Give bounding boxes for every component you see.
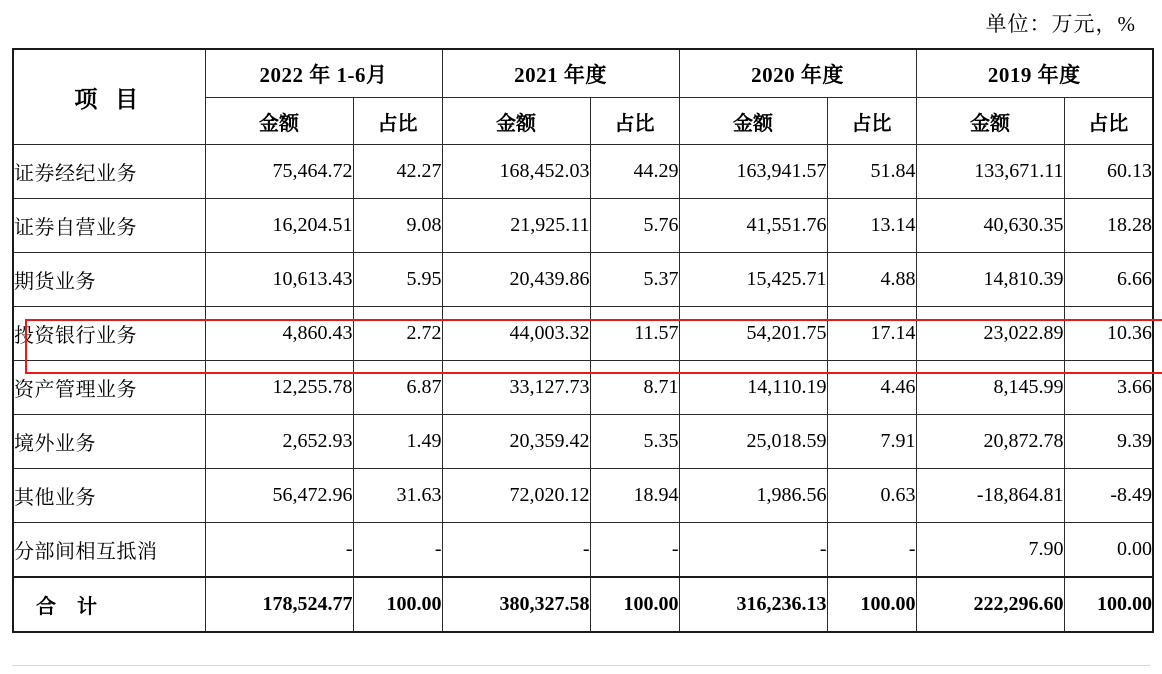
cell-value: 20,439.86 [442, 253, 590, 307]
cell-value: 20,872.78 [916, 415, 1064, 469]
cell-value: 31.63 [353, 469, 442, 523]
cell-value: 18.94 [590, 469, 679, 523]
cell-value: - [353, 523, 442, 578]
row-label: 境外业务 [13, 415, 205, 469]
row-label: 证券自营业务 [13, 199, 205, 253]
cell-value: 4,860.43 [205, 307, 353, 361]
cell-value: 41,551.76 [679, 199, 827, 253]
cell-value: 51.84 [827, 145, 916, 199]
cell-value: 7.91 [827, 415, 916, 469]
cell-value: 13.14 [827, 199, 916, 253]
cell-value: 75,464.72 [205, 145, 353, 199]
cell-value-total: 100.00 [827, 577, 916, 632]
cell-value: 72,020.12 [442, 469, 590, 523]
cell-value: 5.37 [590, 253, 679, 307]
cell-value: 15,425.71 [679, 253, 827, 307]
cell-value-total: 178,524.77 [205, 577, 353, 632]
cell-value-total: 100.00 [353, 577, 442, 632]
cell-value: 6.66 [1064, 253, 1153, 307]
cell-value-total: 100.00 [590, 577, 679, 632]
cell-value: 44,003.32 [442, 307, 590, 361]
table-row [13, 523, 1153, 578]
cell-value: 18.28 [1064, 199, 1153, 253]
cell-value: 10.36 [1064, 307, 1153, 361]
cell-value: 17.14 [827, 307, 916, 361]
cell-value: 33,127.73 [442, 361, 590, 415]
cell-value: -18,864.81 [916, 469, 1064, 523]
cell-value: 4.88 [827, 253, 916, 307]
cell-value: 7.90 [916, 523, 1064, 578]
cell-value: - [679, 523, 827, 578]
cell-value: 25,018.59 [679, 415, 827, 469]
header-item: 项 目 [13, 49, 205, 145]
row-label-total: 合 计 [13, 577, 205, 632]
header-year-2021: 2021 年度 [442, 49, 679, 98]
cell-value-total: 100.00 [1064, 577, 1153, 632]
cell-value: 14,110.19 [679, 361, 827, 415]
cell-value-total: 316,236.13 [679, 577, 827, 632]
segment-revenue-table [12, 48, 1154, 633]
cell-value-total: 222,296.60 [916, 577, 1064, 632]
cell-value: 14,810.39 [916, 253, 1064, 307]
cell-value: 9.39 [1064, 415, 1153, 469]
row-label: 分部间相互抵消 [13, 523, 205, 578]
table-row-highlighted [13, 307, 1153, 361]
cell-value: 4.46 [827, 361, 916, 415]
header-year-2020: 2020 年度 [679, 49, 916, 98]
header-amount-2019: 金额 [916, 98, 1064, 145]
cell-value: 163,941.57 [679, 145, 827, 199]
cell-value: - [442, 523, 590, 578]
page-divider [12, 665, 1150, 666]
header-amount-2021: 金额 [442, 98, 590, 145]
cell-value: 12,255.78 [205, 361, 353, 415]
cell-value: 1.49 [353, 415, 442, 469]
header-amount-2022: 金额 [205, 98, 353, 145]
cell-value: 23,022.89 [916, 307, 1064, 361]
cell-value: 10,613.43 [205, 253, 353, 307]
cell-value-total: 380,327.58 [442, 577, 590, 632]
row-label: 其他业务 [13, 469, 205, 523]
cell-value: 11.57 [590, 307, 679, 361]
header-year-2019: 2019 年度 [916, 49, 1153, 98]
table-row [13, 199, 1153, 253]
cell-value: - [590, 523, 679, 578]
cell-value: 133,671.11 [916, 145, 1064, 199]
cell-value: 0.63 [827, 469, 916, 523]
header-amount-2020: 金额 [679, 98, 827, 145]
cell-value: - [827, 523, 916, 578]
cell-value: 1,986.56 [679, 469, 827, 523]
header-pct-2022: 占比 [353, 98, 442, 145]
cell-value: 20,359.42 [442, 415, 590, 469]
cell-value: -8.49 [1064, 469, 1153, 523]
cell-value: 0.00 [1064, 523, 1153, 578]
unit-note: 单位：万元，% [985, 12, 1136, 36]
table-row [13, 253, 1153, 307]
cell-value: 8,145.99 [916, 361, 1064, 415]
cell-value: 6.87 [353, 361, 442, 415]
row-label: 期货业务 [13, 253, 205, 307]
cell-value: 54,201.75 [679, 307, 827, 361]
row-label: 投资银行业务 [13, 307, 205, 361]
cell-value: 3.66 [1064, 361, 1153, 415]
cell-value: 60.13 [1064, 145, 1153, 199]
table-row [13, 361, 1153, 415]
cell-value: 5.76 [590, 199, 679, 253]
cell-value: 168,452.03 [442, 145, 590, 199]
cell-value: 8.71 [590, 361, 679, 415]
cell-value: 21,925.11 [442, 199, 590, 253]
table-row [13, 469, 1153, 523]
cell-value: 2.72 [353, 307, 442, 361]
cell-value: 44.29 [590, 145, 679, 199]
table-body [13, 145, 1153, 633]
cell-value: 56,472.96 [205, 469, 353, 523]
header-pct-2020: 占比 [827, 98, 916, 145]
table-row-total [13, 577, 1153, 632]
row-label: 证券经纪业务 [13, 145, 205, 199]
table-row [13, 415, 1153, 469]
cell-value: 40,630.35 [916, 199, 1064, 253]
header-pct-2019: 占比 [1064, 98, 1153, 145]
cell-value: 5.95 [353, 253, 442, 307]
cell-value: 5.35 [590, 415, 679, 469]
row-label: 资产管理业务 [13, 361, 205, 415]
cell-value: - [205, 523, 353, 578]
cell-value: 16,204.51 [205, 199, 353, 253]
table-row [13, 145, 1153, 199]
cell-value: 9.08 [353, 199, 442, 253]
cell-value: 42.27 [353, 145, 442, 199]
table-header [13, 49, 1153, 145]
header-year-2022: 2022 年 1-6月 [205, 49, 442, 98]
cell-value: 2,652.93 [205, 415, 353, 469]
header-pct-2021: 占比 [590, 98, 679, 145]
header-row-years [13, 49, 1153, 98]
